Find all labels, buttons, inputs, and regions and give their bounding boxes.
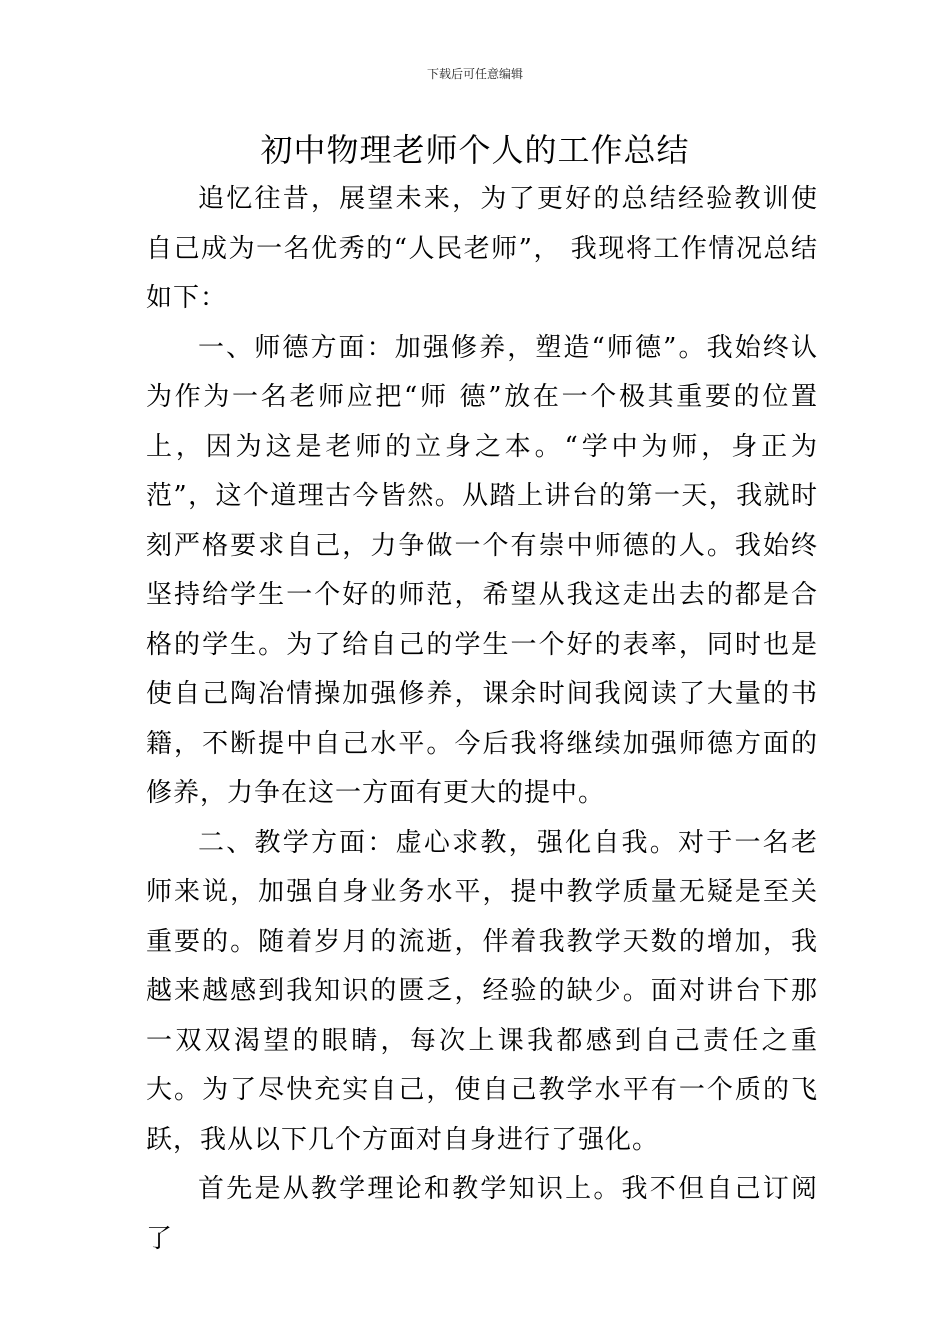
- document-title: 初中物理老师个人的工作总结: [260, 131, 690, 169]
- paragraph-theory: 首先是从教学理论和教学知识上。我不但自己订阅了: [146, 1174, 818, 1254]
- paragraph-intro: 追忆往昔，展望未来，为了更好的总结经验教训使自己成为一名优秀的“人民老师”， 我现将工作情况总结如下：: [146, 184, 818, 313]
- paragraph-ethics: 一、师德方面：加强修养，塑造“师德”。我始终认为作为一名老师应把“师 德”放在一个极其重要的位置上，因为这是老师的立身之本。“学中为师，身正为范”，这个道理古今皆然。从踏上讲台的第一天，我就时刻严格要求自己，力争做一个有崇中师德的人。我始终坚持给学生一个好的师范，希望从我这走出去的都是合格的学生。为了给自己的学生一个好的表率，同时也是使自己陶冶情操加强修养，课余时间我阅读了大量的书籍，不断提中自己水平。今后我将继续加强师德方面的修养，力争在这一方面有更大的提中。: [146, 332, 818, 808]
- header-note: 下载后可任意编辑: [426, 67, 523, 81]
- document-body: [146, 175, 818, 1264]
- paragraph-teaching: 二、教学方面：虚心求教，强化自我。对于一名老师来说，加强自身业务水平，提中教学质量无疑是至关重要的。随着岁月的流逝，伴着我教学天数的增加，我越来越感到我知识的匮乏，经验的缺少。面对讲台下那一双双渴望的眼睛，每次上课我都感到自己责任之重大。为了尽快充实自己，使自己教学水平有一个质的飞跃，我从以下几个方面对自身进行了强化。: [146, 827, 818, 1155]
